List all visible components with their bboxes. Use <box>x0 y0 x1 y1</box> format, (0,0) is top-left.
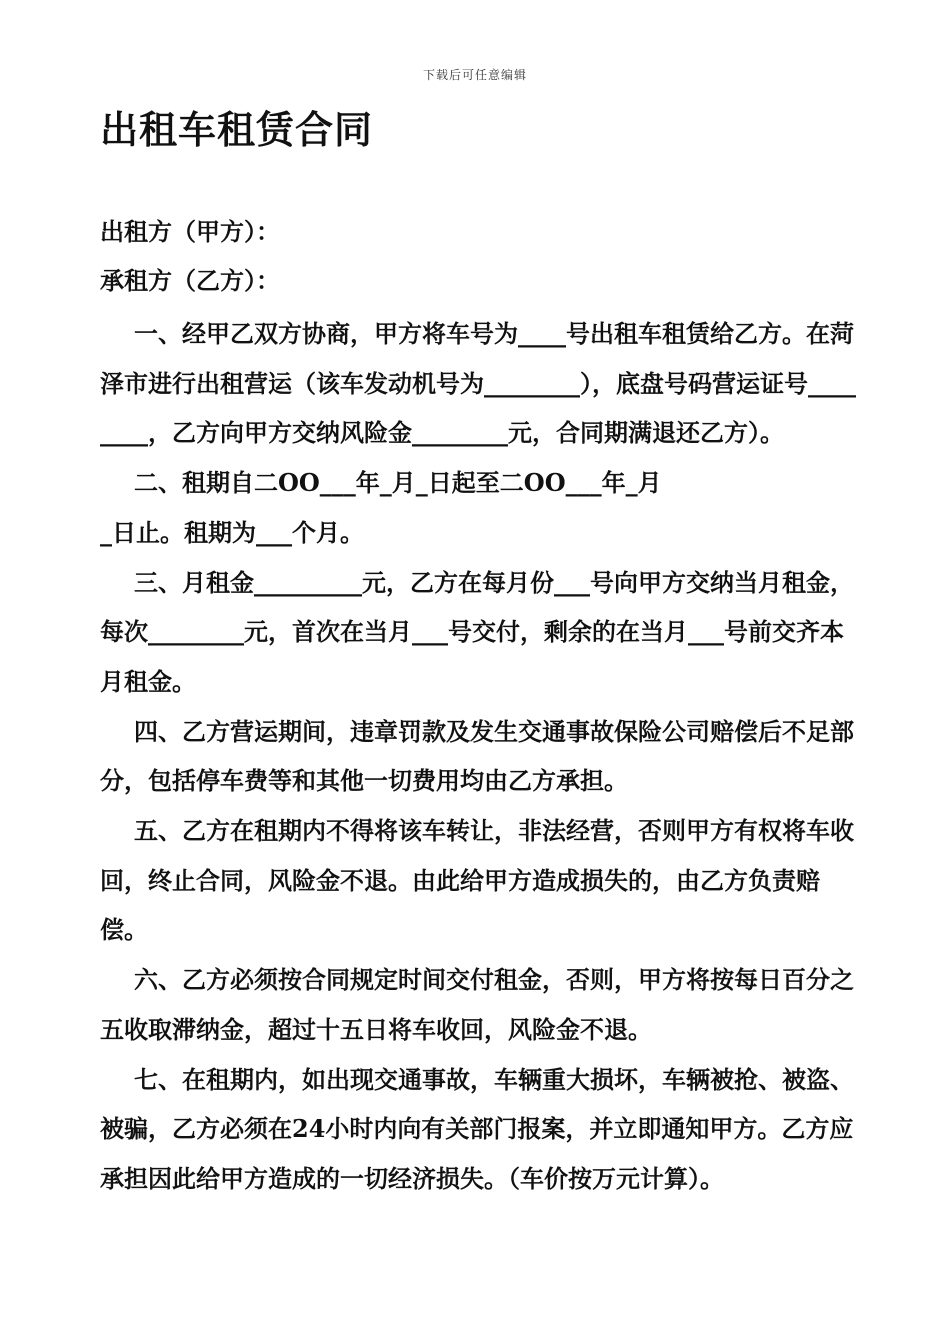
clause-3: 三、月租金_________元，乙方在每月份___号向甲方交纳当月租金，每次________元，首次在当月___号交付，剩余的在当月___号前交齐本月租金。 <box>100 567 854 696</box>
clause-7: 七、在租期内，如出现交通事故，车辆重大损坏，车辆被抢、被盗、被骗，乙方必须在24小时内向有关部门报案，并立即通知甲方。乙方应承担因此给甲方造成的一切经济损失。（车价按万元计算）。 <box>100 1064 854 1193</box>
document-title: 出租车租赁合同 <box>100 107 374 152</box>
clause-4: 四、乙方营运期间，违章罚款及发生交通事故保险公司赔偿后不足部分，包括停车费等和其他一切费用均由乙方承担。 <box>100 716 854 796</box>
header-note: 下载后可任意编辑 <box>422 68 527 82</box>
clause-2: 二、租期自二OO___年_月_日起至二OO___年_月 <box>134 468 662 498</box>
clause-1: 一、经甲乙双方协商，甲方将车号为____号出租车租赁给乙方。在菏泽市进行出租营运（该车发动机号为________），底盘号码营运证号________，乙方向甲方交纳风险金________元，合同期满退还乙方）。 <box>100 319 856 448</box>
party-a-line: 出租方（甲方）： <box>100 217 280 246</box>
clause-6: 六、乙方必须按合同规定时间交付租金，否则，甲方将按每日百分之五收取滞纳金，超过十五日将车收回，风险金不退。 <box>100 965 854 1044</box>
party-b-line: 承租方（乙方）： <box>100 266 280 295</box>
clause-5: 五、乙方在租期内不得将该车转让，非法经营，否则甲方有权将车收回，终止合同，风险金不退。由此给甲方造成损失的，由乙方负责赔偿。 <box>100 816 854 945</box>
clause-2-continued: _日止。租期为___个月。 <box>100 517 364 547</box>
contract-body <box>100 309 860 1204</box>
